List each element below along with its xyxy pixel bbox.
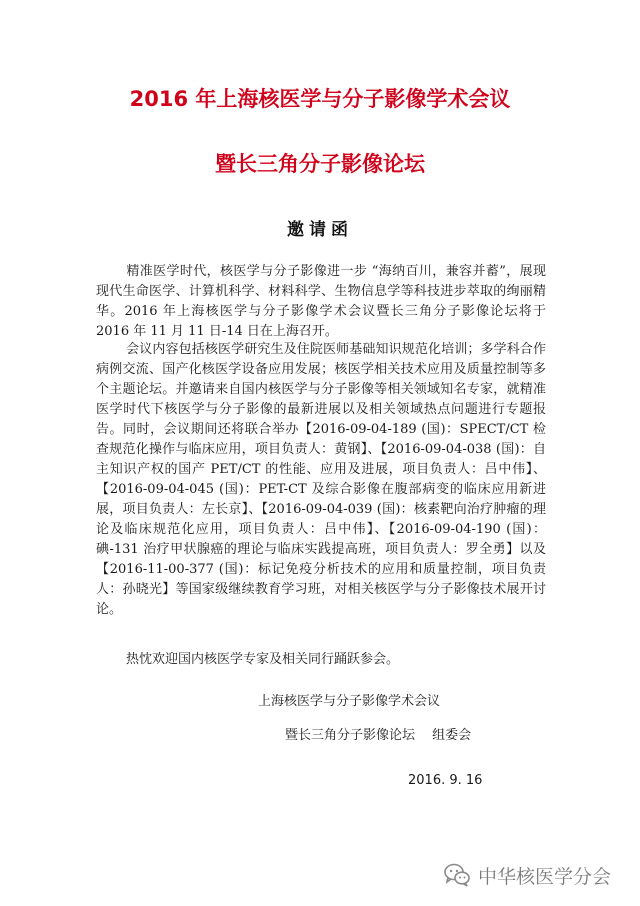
title-line-1: 2016 年上海核医学与分子影像学术会议 (129, 87, 511, 111)
intro-paragraph-text: 精准医学时代，核医学与分子影像进一步 “海纳百川，兼容并蓄”，展现现代生命医学、计算机科学、材料科学、生物信息学等科技进步萃取的绚丽精华。2016 年上海核医学与分子影像学术会议暨长三角分子影像论坛将于 2016 年 11 月 11 日-14 日在上海召开。 (96, 264, 546, 339)
welcome-paragraph (96, 650, 546, 670)
invitation-heading: 邀请函 (287, 220, 353, 240)
content-paragraph-text: 会议内容包括核医学研究生及住院医师基础知识规范化培训；多学科合作病例交流、国产化核医学设备应用发展；核医学相关技术应用及质量控制等多个主题论坛。并邀请来自国内核医学与分子影像等相关领域知名专家，就精准医学时代下核医学与分子影像的最新进展以及相关领域热点问题进行专题报告。同时，会议期间还将联合举办【2016-09-04-189 (国)：SPECT/CT 检查规范化操作与临床应用，项目负责人：黄钢】、【2016-09-04-038 (国)：自主知识产权的国产 PET/CT 的性能、应用及进展，项目负责人：吕中伟】、【2016-09-04-045 (国)：PET-CT 及综合影像在腹部病变的临床应用新进展，项目负责人：左长京】、【2016-09-04-039 (国)：核素靶向治疗肿瘤的理论及临床规范化应用，项目负责人：吕中伟】、【2016-09-04-190 (国)：碘-131 治疗甲状腺癌的理论与临床实践提高班，项目负责人：罗全勇】以及【2016-11-00-377 (国)：标记免疫分析技术的应用和质量控制，项目负责人：孙晓光】等国家级继续教育学习班，对相关核医学与分子影像技术展开讨论。 (96, 342, 546, 617)
content-paragraph (96, 340, 546, 620)
watermark-text: 中华核医学分会 (478, 865, 612, 888)
intro-paragraph (96, 262, 546, 342)
wechat-icon (444, 863, 470, 887)
organizer-line-2: 暨长三角分子影像论坛 组委会 (285, 728, 472, 743)
watermark (444, 860, 611, 890)
organizer-line-1: 上海核医学与分子影像学术会议 (258, 694, 441, 709)
title-line-2: 暨长三角分子影像论坛 (215, 152, 425, 176)
signature-date: 2016. 9. 16 (408, 773, 483, 788)
welcome-paragraph-text: 热忱欢迎国内核医学专家及相关同行踊跃参会。 (126, 652, 400, 667)
